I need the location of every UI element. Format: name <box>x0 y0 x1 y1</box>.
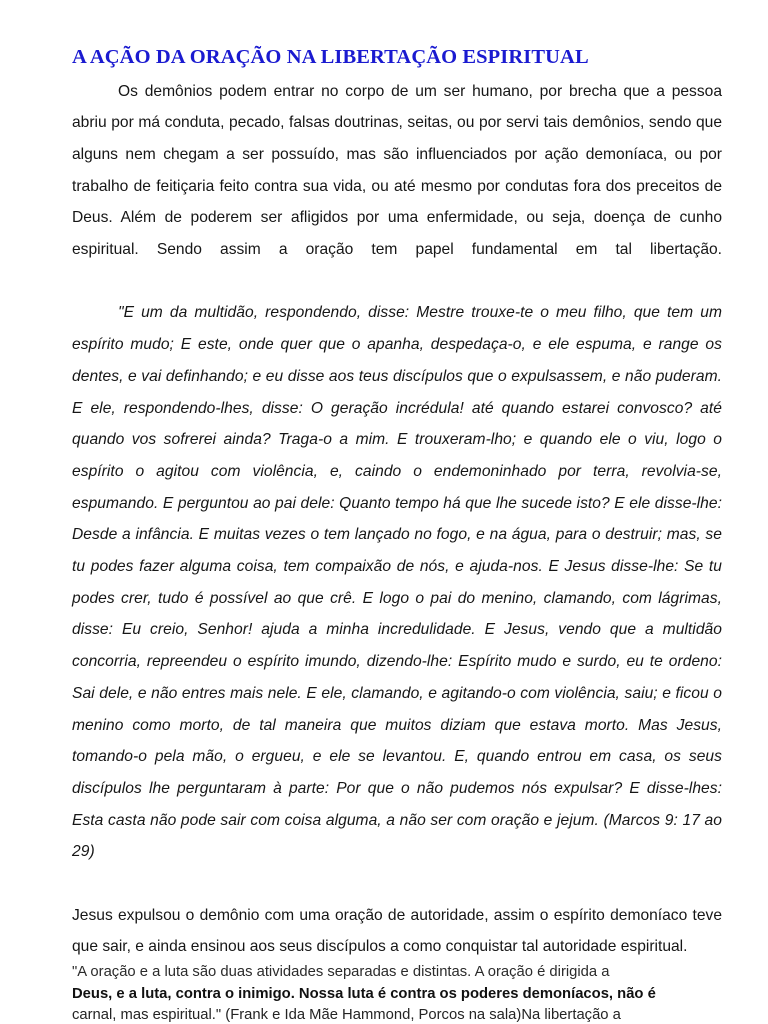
body-paragraph-conclusion: Jesus expulsou o demônio com uma oração de autoridade, assim o espírito demoníaco teve que sair, e ainda ensinou aos seus discípulos a como conquistar tal autoridade espiritual. <box>72 906 722 956</box>
body-paragraph-intro: Os demônios podem entrar no corpo de um ser humano, por brecha que a pessoa abriu por má conduta, pecado, falsas doutrinas, seitas, ou por servi tais demônios, sendo que alguns nem chegam a ser possuído, mas são influenciados por ação demoníaca, ou por trabalho de feitiçaria feito contra sua vida, ou até mesmo por condutas fora dos preceitos de Deus. Além de poderem ser afligidos por uma enfermidade, ou seja, doença de cunho espiritual. Sendo assim a oração tem papel fundamental em tal libertação. <box>72 82 722 259</box>
footnote-line-2: Deus, e a luta, contra o inimigo. Nossa luta é contra os poderes demoníacos, não é <box>72 985 656 1002</box>
scripture-quote-paragraph: "E um da multidão, respondendo, disse: Mestre trouxe-te o meu filho, que tem um espírito mudo; E este, onde quer que o apanha, despedaça-o, e ele espuma, e range os dentes, e vai definhando; e eu disse aos teus discípulos que o expulsassem, e não puderam. E ele, respondendo-lhes, disse: O geração incrédula! até quando estarei convosco? até quando vos sofrerei ainda? Traga-o a mim. E trouxeram-lho; e quando ele o viu, logo o espírito o agitou com violência, e, caindo o endemoninhado por terra, revolvia-se, espumando. E perguntou ao pai dele: Quanto tempo há que lhe sucede isto? E ele disse-lhe: Desde a infância. E muitas vezes o tem lançado no fogo, e na água, para o destruir; mas, se tu podes fazer alguma coisa, tem compaixão de nós, e ajuda-nos. E Jesus disse-lhe: Se tu podes crer, tudo é possível ao que crê. E logo o pai do menino, clamando, com lágrimas, disse: Eu creio, Senhor! ajuda a minha incredulidade. E Jesus, vendo que a multidão concorria, repreendeu o espírito imundo, dizendo-lhe: Espírito mudo e surdo, eu te ordeno: Sai dele, e não entres mais nele. E ele, clamando, e agitando-o com violência, saiu; e ficou o menino como morto, de tal maneira que muitos diziam que estava morto. Mas Jesus, tomando-o pela mão, o ergueu, e ele se levantou. E, quando entrou em casa, os seus discípulos lhe perguntaram à parte: Por que o não pudemos nós expulsar? E disse-lhes: Esta casta não pode sair com coisa alguma, a não ser com oração e jejum. (Marcos 9: 17 ao 29) <box>72 304 722 861</box>
page-title: A AÇÃO DA ORAÇÃO NA LIBERTAÇÃO ESPIRITUAL <box>72 46 589 68</box>
document-content <box>72 0 722 963</box>
footnote-line-3: carnal, mas espiritual." (Frank e Ida Mãe Hammond, Porcos na sala)Na libertação a <box>72 1007 621 1023</box>
footnote-line-1: "A oração e a luta são duas atividades separadas e distintas. A oração é dirigida a <box>72 964 610 980</box>
footnote-block <box>72 962 724 1024</box>
